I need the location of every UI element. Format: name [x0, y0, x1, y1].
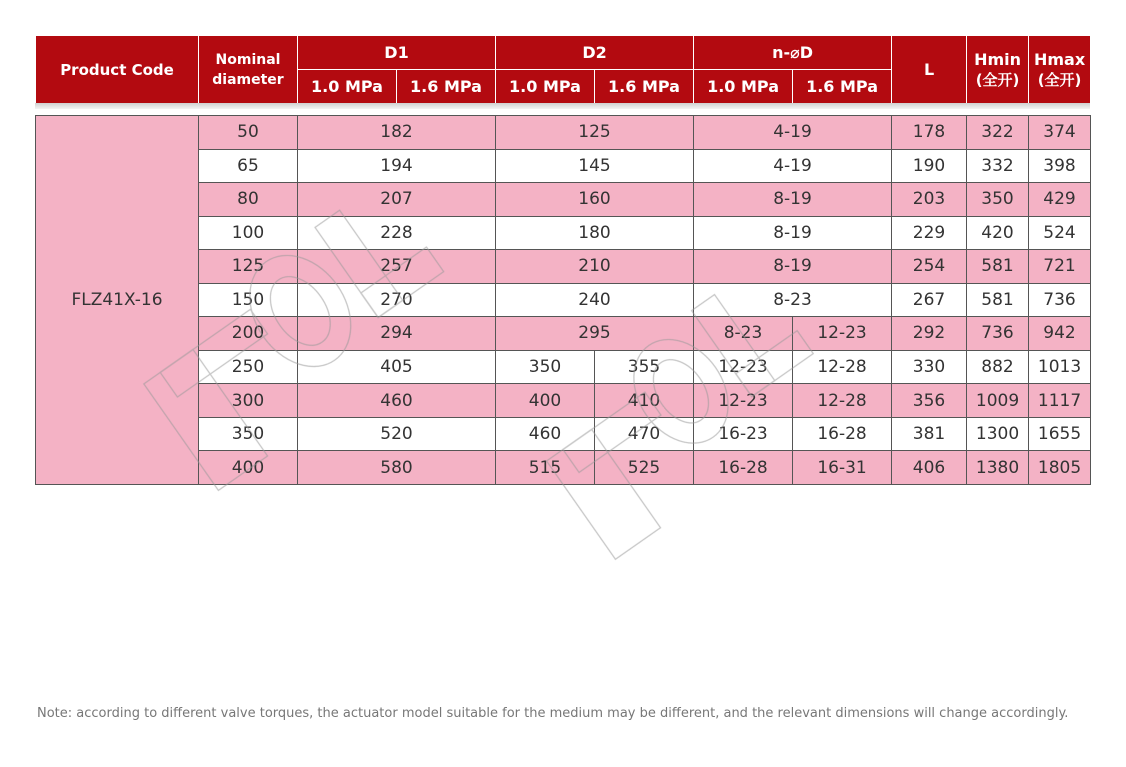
- hmin-cell: 350: [967, 183, 1029, 217]
- product-code-cell: FLZ41X-16: [36, 116, 199, 485]
- l-cell: 356: [892, 384, 967, 418]
- header-hmin: [967, 36, 1029, 104]
- nd-cell: 8-19: [694, 183, 892, 217]
- spec-table-header: [35, 35, 1091, 104]
- hmin-cell: 1300: [967, 417, 1029, 451]
- d1-cell: 270: [298, 283, 496, 317]
- d2-cell: 145: [496, 149, 694, 183]
- nd-cell: 4-19: [694, 149, 892, 183]
- header-hmin-sub: (全开): [975, 70, 1020, 89]
- spec-table-body: [35, 115, 1091, 485]
- dn-cell: 100: [199, 216, 298, 250]
- d1-cell: 228: [298, 216, 496, 250]
- dn-cell: 350: [199, 417, 298, 451]
- d2-16-cell: 355: [595, 350, 694, 384]
- header-product-code: Product Code: [36, 36, 199, 104]
- hmax-cell: 1805: [1029, 451, 1091, 485]
- d2-10-cell: 400: [496, 384, 595, 418]
- table-row: [36, 116, 1091, 150]
- dn-cell: 50: [199, 116, 298, 150]
- header-hmin-label: Hmin: [974, 49, 1022, 69]
- header-nd-1-0mpa: 1.0 MPa: [694, 70, 793, 104]
- footnote: Note: according to different valve torques, the actuator model suitable for the medium may be different, and the relevant dimensions will change accordingly.: [37, 706, 1069, 721]
- nd-10-cell: 16-28: [694, 451, 793, 485]
- d2-16-cell: 525: [595, 451, 694, 485]
- l-cell: 330: [892, 350, 967, 384]
- nd-cell: 4-19: [694, 116, 892, 150]
- hmax-cell: 721: [1029, 250, 1091, 284]
- header-d1: D1: [298, 36, 496, 70]
- d2-10-cell: 350: [496, 350, 595, 384]
- nd-16-cell: 12-23: [793, 317, 892, 351]
- nd-10-cell: 16-23: [694, 417, 793, 451]
- d1-cell: 294: [298, 317, 496, 351]
- nd-10-cell: 12-23: [694, 384, 793, 418]
- nd-cell: 8-23: [694, 283, 892, 317]
- d1-cell: 520: [298, 417, 496, 451]
- l-cell: 190: [892, 149, 967, 183]
- hmin-cell: 581: [967, 250, 1029, 284]
- header-d2: D2: [496, 36, 694, 70]
- l-cell: 178: [892, 116, 967, 150]
- header-d1-1-6mpa: 1.6 MPa: [397, 70, 496, 104]
- dn-cell: 125: [199, 250, 298, 284]
- dn-cell: 80: [199, 183, 298, 217]
- d1-cell: 257: [298, 250, 496, 284]
- header-hmax-label: Hmax: [1033, 49, 1086, 69]
- dn-cell: 400: [199, 451, 298, 485]
- header-d1-1-0mpa: 1.0 MPa: [298, 70, 397, 104]
- dn-cell: 150: [199, 283, 298, 317]
- l-cell: 229: [892, 216, 967, 250]
- header-nominal-line2: diameter: [212, 71, 284, 88]
- header-d2-1-0mpa: 1.0 MPa: [496, 70, 595, 104]
- l-cell: 381: [892, 417, 967, 451]
- d1-cell: 580: [298, 451, 496, 485]
- d2-cell: 125: [496, 116, 694, 150]
- d1-cell: 182: [298, 116, 496, 150]
- hmax-cell: 524: [1029, 216, 1091, 250]
- d1-cell: 405: [298, 350, 496, 384]
- hmin-cell: 1009: [967, 384, 1029, 418]
- nd-cell: 8-19: [694, 250, 892, 284]
- hmax-cell: 429: [1029, 183, 1091, 217]
- hmax-cell: 398: [1029, 149, 1091, 183]
- d2-16-cell: 410: [595, 384, 694, 418]
- nd-16-cell: 16-31: [793, 451, 892, 485]
- d2-cell: 210: [496, 250, 694, 284]
- d2-cell: 180: [496, 216, 694, 250]
- nd-16-cell: 12-28: [793, 384, 892, 418]
- l-cell: 406: [892, 451, 967, 485]
- nd-16-cell: 16-28: [793, 417, 892, 451]
- d2-16-cell: 470: [595, 417, 694, 451]
- hmax-cell: 1655: [1029, 417, 1091, 451]
- header-shadow: [35, 103, 1090, 109]
- hmin-cell: 581: [967, 283, 1029, 317]
- header-hmax-sub: (全开): [1037, 70, 1082, 89]
- header-d2-1-6mpa: 1.6 MPa: [595, 70, 694, 104]
- header-nominal-diameter: [199, 36, 298, 104]
- d1-cell: 194: [298, 149, 496, 183]
- nd-10-cell: 12-23: [694, 350, 793, 384]
- hmin-cell: 420: [967, 216, 1029, 250]
- nd-cell: 8-19: [694, 216, 892, 250]
- hmax-cell: 1117: [1029, 384, 1091, 418]
- hmin-cell: 882: [967, 350, 1029, 384]
- d2-cell: 240: [496, 283, 694, 317]
- d2-cell: 295: [496, 317, 694, 351]
- header-l: L: [892, 36, 967, 104]
- d2-10-cell: 515: [496, 451, 595, 485]
- hmin-cell: 332: [967, 149, 1029, 183]
- nd-16-cell: 12-28: [793, 350, 892, 384]
- header-n-od: n-⌀D: [694, 36, 892, 70]
- dn-cell: 300: [199, 384, 298, 418]
- hmax-cell: 374: [1029, 116, 1091, 150]
- l-cell: 292: [892, 317, 967, 351]
- d1-cell: 460: [298, 384, 496, 418]
- dn-cell: 200: [199, 317, 298, 351]
- hmax-cell: 942: [1029, 317, 1091, 351]
- hmax-cell: 736: [1029, 283, 1091, 317]
- hmin-cell: 1380: [967, 451, 1029, 485]
- header-nd-1-6mpa: 1.6 MPa: [793, 70, 892, 104]
- dn-cell: 250: [199, 350, 298, 384]
- nd-10-cell: 8-23: [694, 317, 793, 351]
- l-cell: 254: [892, 250, 967, 284]
- header-hmax: [1029, 36, 1091, 104]
- d2-10-cell: 460: [496, 417, 595, 451]
- d1-cell: 207: [298, 183, 496, 217]
- l-cell: 267: [892, 283, 967, 317]
- hmin-cell: 322: [967, 116, 1029, 150]
- hmin-cell: 736: [967, 317, 1029, 351]
- hmax-cell: 1013: [1029, 350, 1091, 384]
- dn-cell: 65: [199, 149, 298, 183]
- l-cell: 203: [892, 183, 967, 217]
- header-nominal-line1: Nominal: [215, 51, 281, 68]
- d2-cell: 160: [496, 183, 694, 217]
